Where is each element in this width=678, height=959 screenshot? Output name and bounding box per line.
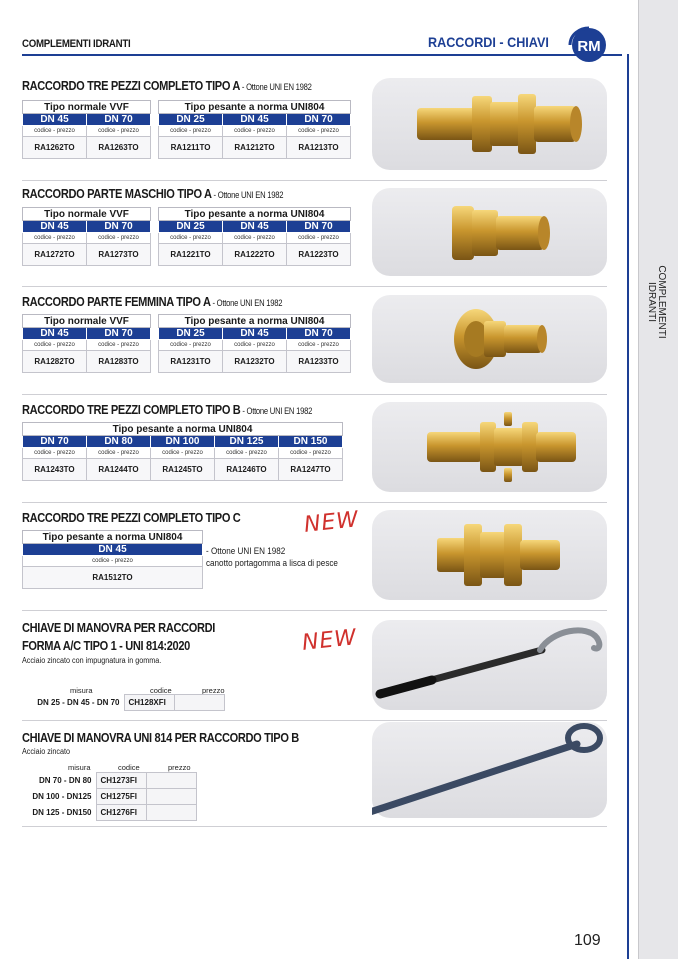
section-divider	[22, 394, 607, 395]
size-cell: DN 45	[223, 221, 287, 233]
size-cell: DN 70	[87, 328, 151, 340]
group-header: Tipo normale VVF	[23, 315, 151, 328]
page-number: 109	[574, 932, 601, 949]
product-code: CH128XFI	[124, 695, 174, 711]
side-tab-line-2: IDRANTI	[646, 282, 657, 322]
code-price-label: codice - prezzo	[23, 340, 87, 351]
size-cell: DN 45	[23, 328, 87, 340]
product-photo-panel	[372, 402, 607, 492]
sizes-table-normal	[22, 207, 151, 266]
header-divider	[22, 54, 622, 56]
new-badge: NEW	[300, 625, 359, 656]
section-title: RACCORDO TRE PEZZI COMPLETO TIPO A - Ottone UNI EN 1982	[22, 78, 312, 93]
page-vertical-rule	[627, 54, 629, 959]
product-code: RA1263TO	[87, 137, 151, 159]
fitting-male-image	[372, 188, 607, 276]
fitting-type-b-image	[372, 402, 607, 492]
side-tab-label	[646, 262, 666, 342]
size-cell: DN 45	[23, 544, 203, 556]
section-title: RACCORDO PARTE MASCHIO TIPO A - Ottone UNI EN 1982	[22, 186, 284, 201]
price-cell	[146, 805, 196, 821]
note-line: - Ottone UNI EN 1982	[206, 546, 286, 556]
product-code: RA1222TO	[223, 244, 287, 266]
product-code: RA1233TO	[287, 351, 351, 373]
code-price-label: codice - prezzo	[215, 448, 279, 459]
size-range: DN 125 - DN150	[32, 808, 92, 817]
table-row	[0, 805, 196, 821]
product-code: RA1231TO	[159, 351, 223, 373]
fitting-type-c-image	[372, 510, 607, 600]
header-category-title: RACCORDI - CHIAVI	[428, 34, 549, 50]
key-title: CHIAVE DI MANOVRA UNI 814 PER RACCORDO TIPO B	[22, 730, 299, 745]
section-divider	[22, 826, 607, 827]
code-price-label: codice - prezzo	[287, 126, 351, 137]
code-price-label: codice - prezzo	[159, 126, 223, 137]
product-code: RA1262TO	[23, 137, 87, 159]
code-price-label: codice - prezzo	[223, 126, 287, 137]
code-price-label: codice - prezzo	[151, 448, 215, 459]
table-row	[28, 695, 224, 711]
code-price-label: codice - prezzo	[23, 448, 87, 459]
product-photo-panel	[372, 188, 607, 276]
product-code: RA1282TO	[23, 351, 87, 373]
section-divider	[22, 180, 607, 181]
product-photo-panel	[372, 295, 607, 383]
key2-table	[0, 772, 197, 821]
size-cell: DN 45	[223, 328, 287, 340]
table-row	[0, 773, 196, 789]
product-code: RA1272TO	[23, 244, 87, 266]
product-code: RA1244TO	[87, 459, 151, 481]
size-cell: DN 125	[215, 436, 279, 448]
code-price-label: codice - prezzo	[223, 340, 287, 351]
fitting-three-piece-image	[372, 78, 607, 170]
product-code: RA1245TO	[151, 459, 215, 481]
size-cell: DN 45	[23, 221, 87, 233]
code-price-label: codice - prezzo	[287, 233, 351, 244]
note-line: canotto portagomma a lisca di pesce	[206, 558, 338, 568]
product-photo-panel	[372, 722, 607, 818]
size-cell: DN 25	[159, 328, 223, 340]
code-price-label: codice - prezzo	[223, 233, 287, 244]
product-code: RA1212TO	[223, 137, 287, 159]
section-title: RACCORDO TRE PEZZI COMPLETO TIPO B - Ottone UNI EN 1982	[22, 402, 313, 417]
group-header: Tipo pesante a norma UNI804	[23, 423, 343, 436]
table-row	[0, 789, 196, 805]
product-code: CH1275FI	[96, 789, 146, 805]
wrench-forma-ac-image	[372, 620, 607, 710]
prezzo-label: prezzo	[202, 686, 225, 695]
size-cell: DN 70	[23, 436, 87, 448]
group-header: Tipo pesante a norma UNI804	[159, 315, 351, 328]
price-cell	[146, 789, 196, 805]
sizes-table-heavy	[158, 207, 351, 266]
product-photo-panel	[372, 510, 607, 600]
product-code: CH1273FI	[96, 773, 146, 789]
section-divider	[22, 502, 607, 503]
sizes-table-heavy	[158, 100, 351, 159]
sizes-table-normal	[22, 314, 151, 373]
section-divider	[22, 720, 607, 721]
code-price-label: codice - prezzo	[23, 556, 203, 567]
product-note	[206, 545, 338, 569]
code-price-label: codice - prezzo	[159, 340, 223, 351]
code-price-label: codice - prezzo	[87, 233, 151, 244]
size-cell: DN 25	[159, 114, 223, 126]
size-cell: DN 70	[287, 221, 351, 233]
code-price-label: codice - prezzo	[87, 340, 151, 351]
section-title: RACCORDO PARTE FEMMINA TIPO A - Ottone UNI EN 1982	[22, 294, 283, 309]
wrench-tipo-b-image	[372, 722, 607, 818]
size-cell: DN 150	[279, 436, 343, 448]
size-cell: DN 70	[87, 221, 151, 233]
key-title-line-1: CHIAVE DI MANOVRA PER RACCORDI	[22, 620, 216, 635]
code-price-label: codice - prezzo	[87, 126, 151, 137]
section-divider	[22, 610, 607, 611]
product-code: RA1213TO	[287, 137, 351, 159]
size-cell: DN 25	[159, 221, 223, 233]
product-code: RA1512TO	[23, 567, 203, 589]
product-code: RA1283TO	[87, 351, 151, 373]
code-price-label: codice - prezzo	[23, 126, 87, 137]
brand-logo	[566, 26, 612, 64]
size-cell: DN 45	[223, 114, 287, 126]
prezzo-label: prezzo	[168, 763, 191, 772]
group-header: Tipo pesante a norma UNI804	[23, 531, 203, 544]
size-cell: DN 100	[151, 436, 215, 448]
code-price-label: codice - prezzo	[159, 233, 223, 244]
product-code: RA1247TO	[279, 459, 343, 481]
group-header: Tipo pesante a norma UNI804	[159, 101, 351, 114]
sizes-table-heavy	[22, 530, 203, 589]
group-header: Tipo normale VVF	[23, 208, 151, 221]
side-tab-line-1: COMPLEMENTI	[656, 265, 667, 339]
size-range: DN 100 - DN125	[32, 792, 92, 801]
sizes-table-heavy	[158, 314, 351, 373]
product-code: RA1223TO	[287, 244, 351, 266]
code-price-label: codice - prezzo	[23, 233, 87, 244]
new-badge: NEW	[302, 507, 361, 538]
misura-label: misura	[68, 763, 91, 772]
codice-label: codice	[118, 763, 140, 772]
product-code: RA1211TO	[159, 137, 223, 159]
size-cell: DN 70	[287, 328, 351, 340]
product-code: RA1243TO	[23, 459, 87, 481]
size-cell: DN 45	[23, 114, 87, 126]
size-cell: DN 70	[287, 114, 351, 126]
key-subtitle: Acciaio zincato con impugnatura in gomma.	[22, 656, 162, 665]
key-title-line-2: FORMA A/C TIPO 1 - UNI 814:2020	[22, 638, 190, 653]
sizes-table-normal	[22, 100, 151, 159]
sizes-table-heavy	[22, 422, 343, 481]
size-range: DN 70 - DN 80	[39, 776, 92, 785]
header-section-label: COMPLEMENTI IDRANTI	[22, 38, 131, 50]
product-code: RA1246TO	[215, 459, 279, 481]
fitting-female-image	[372, 295, 607, 383]
code-price-label: codice - prezzo	[279, 448, 343, 459]
section-divider	[22, 286, 607, 287]
size-cell: DN 70	[87, 114, 151, 126]
key1-table	[28, 694, 225, 711]
misura-label: misura	[70, 686, 93, 695]
code-price-label: codice - prezzo	[87, 448, 151, 459]
group-header: Tipo pesante a norma UNI804	[159, 208, 351, 221]
product-code: RA1273TO	[87, 244, 151, 266]
product-photo-panel	[372, 620, 607, 710]
size-range: DN 25 - DN 45 - DN 70	[37, 698, 120, 707]
product-code: RA1221TO	[159, 244, 223, 266]
product-code: RA1232TO	[223, 351, 287, 373]
code-price-label: codice - prezzo	[287, 340, 351, 351]
product-code: CH1276FI	[96, 805, 146, 821]
size-cell: DN 80	[87, 436, 151, 448]
codice-label: codice	[150, 686, 172, 695]
key-subtitle: Acciaio zincato	[22, 747, 71, 756]
product-photo-panel	[372, 78, 607, 170]
group-header: Tipo normale VVF	[23, 101, 151, 114]
svg-text:RM: RM	[577, 38, 601, 55]
price-cell	[174, 695, 224, 711]
price-cell	[146, 773, 196, 789]
side-tab	[638, 0, 678, 959]
section-title: RACCORDO TRE PEZZI COMPLETO TIPO C	[22, 510, 241, 525]
